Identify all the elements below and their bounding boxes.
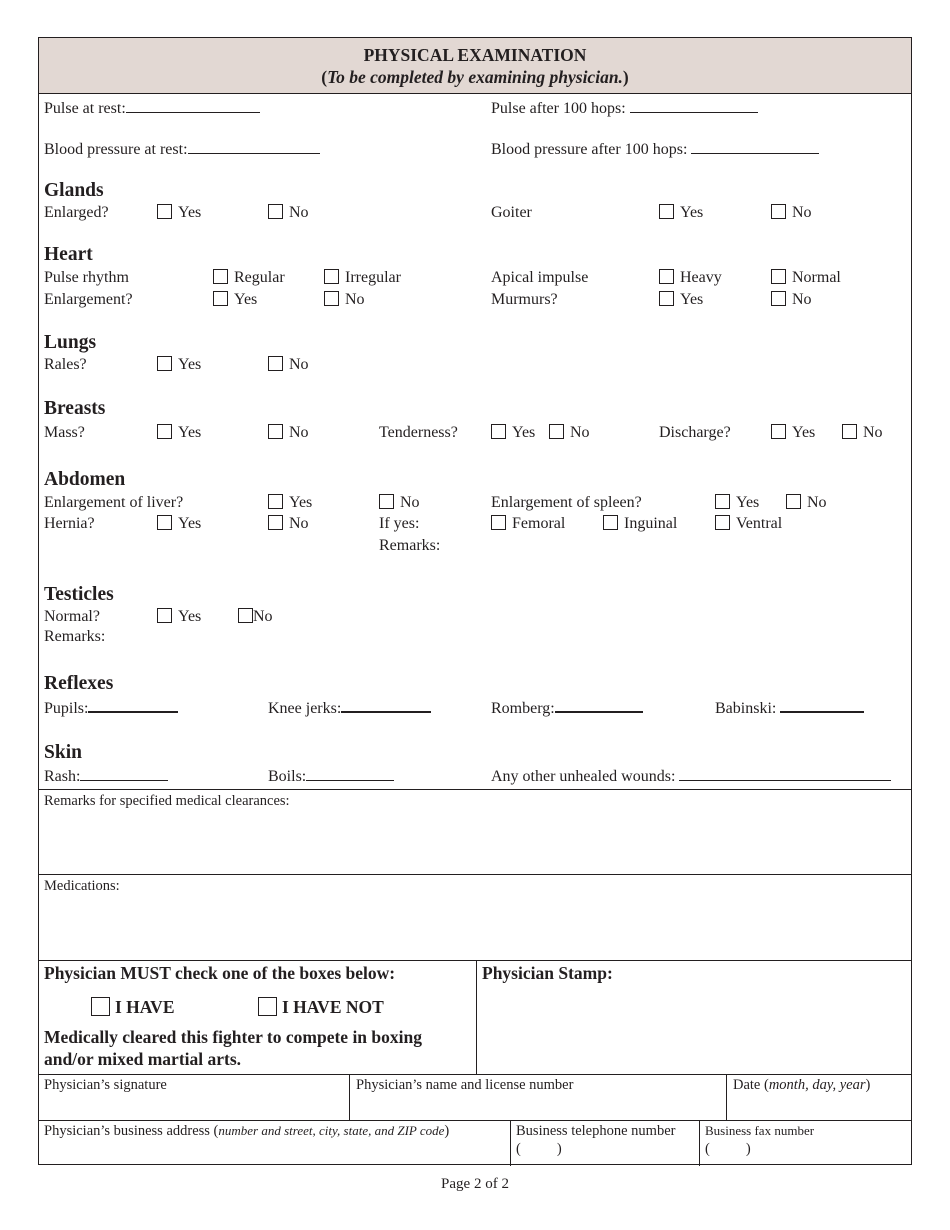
glands-yes-checkbox[interactable]: Yes xyxy=(157,204,201,222)
rales-no-checkbox[interactable]: No xyxy=(268,356,309,374)
divider xyxy=(39,874,911,875)
date-field[interactable]: Date (month, day, year) xyxy=(733,1077,871,1093)
discharge-label: Discharge? xyxy=(659,424,731,441)
heart-heading: Heart xyxy=(44,244,93,265)
goiter-yes-checkbox[interactable]: Yes xyxy=(659,204,703,222)
spleen-label: Enlargement of spleen? xyxy=(491,494,642,511)
glands-no-checkbox[interactable]: No xyxy=(268,204,309,222)
lungs-heading: Lungs xyxy=(44,332,97,353)
spleen-yes-checkbox[interactable]: Yes xyxy=(715,494,759,512)
mass-yes-checkbox[interactable]: Yes xyxy=(157,424,201,442)
business-address-field[interactable]: Physician’s business address (number and street, city, state, and ZIP code) xyxy=(44,1123,450,1139)
cleared-line-1: Medically cleared this fighter to compete in boxing xyxy=(44,1027,422,1047)
i-have-checkbox[interactable]: I HAVE xyxy=(91,997,175,1018)
murmurs-label: Murmurs? xyxy=(491,291,558,308)
femoral-checkbox[interactable]: Femoral xyxy=(491,515,565,533)
rales-yes-checkbox[interactable]: Yes xyxy=(157,356,201,374)
liver-yes-checkbox[interactable]: Yes xyxy=(268,494,312,512)
divider xyxy=(726,1074,727,1120)
inguinal-checkbox[interactable]: Inguinal xyxy=(603,515,677,533)
enlargement-label: Enlargement? xyxy=(44,291,133,308)
form-subtitle: (To be completed by examining physician.) xyxy=(321,67,629,87)
hernia-yes-checkbox[interactable]: Yes xyxy=(157,515,201,533)
must-check-heading: Physician MUST check one of the boxes below: xyxy=(44,963,396,983)
remarks-clearances-field[interactable]: Remarks for specified medical clearances: xyxy=(44,793,290,809)
rash-field[interactable]: Rash: xyxy=(44,766,168,786)
signature-field[interactable]: Physician’s signature xyxy=(44,1077,167,1093)
skin-heading: Skin xyxy=(44,742,82,763)
tenderness-no-checkbox[interactable]: No xyxy=(549,424,590,442)
pulse-after-field[interactable]: Pulse after 100 hops: xyxy=(491,98,758,118)
rales-label: Rales? xyxy=(44,356,87,373)
mass-no-checkbox[interactable]: No xyxy=(268,424,309,442)
testicles-heading: Testicles xyxy=(44,584,114,605)
i-have-not-checkbox[interactable]: I HAVE NOT xyxy=(258,997,384,1018)
bp-rest-field[interactable]: Blood pressure at rest: xyxy=(44,139,320,159)
if-yes-label: If yes: xyxy=(379,515,420,532)
breasts-heading: Breasts xyxy=(44,398,106,419)
testicles-yes-checkbox[interactable]: Yes xyxy=(157,608,201,626)
business-telephone-field[interactable]: Business telephone number xyxy=(516,1123,676,1139)
physician-stamp-area[interactable]: Physician Stamp: xyxy=(482,963,613,983)
reflexes-heading: Reflexes xyxy=(44,673,114,694)
knee-jerks-field[interactable]: Knee jerks: xyxy=(268,697,431,718)
murmurs-yes-checkbox[interactable]: Yes xyxy=(659,291,703,309)
normal-checkbox[interactable]: Normal xyxy=(771,269,841,287)
heart-enlargement-yes-checkbox[interactable]: Yes xyxy=(213,291,257,309)
fax-area-code: ( ) xyxy=(705,1141,751,1157)
murmurs-no-checkbox[interactable]: No xyxy=(771,291,812,309)
testicles-normal-label: Normal? xyxy=(44,608,100,625)
pulse-rhythm-label: Pulse rhythm xyxy=(44,269,129,286)
name-license-field[interactable]: Physician’s name and license number xyxy=(356,1077,574,1093)
pupils-field[interactable]: Pupils: xyxy=(44,697,178,718)
abdomen-heading: Abdomen xyxy=(44,469,126,490)
bp-after-field[interactable]: Blood pressure after 100 hops: xyxy=(491,139,819,159)
divider xyxy=(39,789,911,790)
cleared-line-2: and/or mixed martial arts. xyxy=(44,1049,242,1069)
goiter-label: Goiter xyxy=(491,204,532,221)
discharge-yes-checkbox[interactable]: Yes xyxy=(771,424,815,442)
page-number: Page 2 of 2 xyxy=(441,1176,509,1192)
pulse-rest-field[interactable]: Pulse at rest: xyxy=(44,98,260,118)
ventral-checkbox[interactable]: Ventral xyxy=(715,515,782,533)
spleen-no-checkbox[interactable]: No xyxy=(786,494,827,512)
testicles-no-checkbox[interactable]: No xyxy=(238,608,273,626)
heart-enlargement-no-checkbox[interactable]: No xyxy=(324,291,365,309)
form-header xyxy=(39,38,911,94)
divider xyxy=(39,1074,911,1075)
business-fax-field[interactable]: Business fax number xyxy=(705,1123,815,1138)
liver-label: Enlargement of liver? xyxy=(44,494,184,511)
medications-field[interactable]: Medications: xyxy=(44,878,120,894)
divider xyxy=(510,1120,511,1166)
telephone-area-code: ( ) xyxy=(516,1141,562,1157)
testicles-remarks-label: Remarks: xyxy=(44,628,106,645)
hernia-label: Hernia? xyxy=(44,515,95,532)
divider xyxy=(39,960,911,961)
unhealed-wounds-field[interactable]: Any other unhealed wounds: xyxy=(491,766,891,786)
divider xyxy=(39,1120,911,1121)
babinski-field[interactable]: Babinski: xyxy=(715,697,864,718)
enlarged-label: Enlarged? xyxy=(44,204,109,221)
liver-no-checkbox[interactable]: No xyxy=(379,494,420,512)
irregular-checkbox[interactable]: Irregular xyxy=(324,269,401,287)
hernia-remarks-label: Remarks: xyxy=(379,537,441,554)
heavy-checkbox[interactable]: Heavy xyxy=(659,269,722,287)
romberg-field[interactable]: Romberg: xyxy=(491,697,643,718)
mass-label: Mass? xyxy=(44,424,85,441)
tenderness-label: Tenderness? xyxy=(379,424,458,441)
apical-impulse-label: Apical impulse xyxy=(491,269,589,286)
divider xyxy=(699,1120,700,1166)
goiter-no-checkbox[interactable]: No xyxy=(771,204,812,222)
tenderness-yes-checkbox[interactable]: Yes xyxy=(491,424,535,442)
glands-heading: Glands xyxy=(44,180,104,201)
regular-checkbox[interactable]: Regular xyxy=(213,269,285,287)
exam-form xyxy=(38,37,912,1165)
discharge-no-checkbox[interactable]: No xyxy=(842,424,883,442)
boils-field[interactable]: Boils: xyxy=(268,766,394,786)
divider xyxy=(476,960,477,1074)
form-title: PHYSICAL EXAMINATION xyxy=(363,45,587,65)
hernia-no-checkbox[interactable]: No xyxy=(268,515,309,533)
divider xyxy=(349,1074,350,1120)
